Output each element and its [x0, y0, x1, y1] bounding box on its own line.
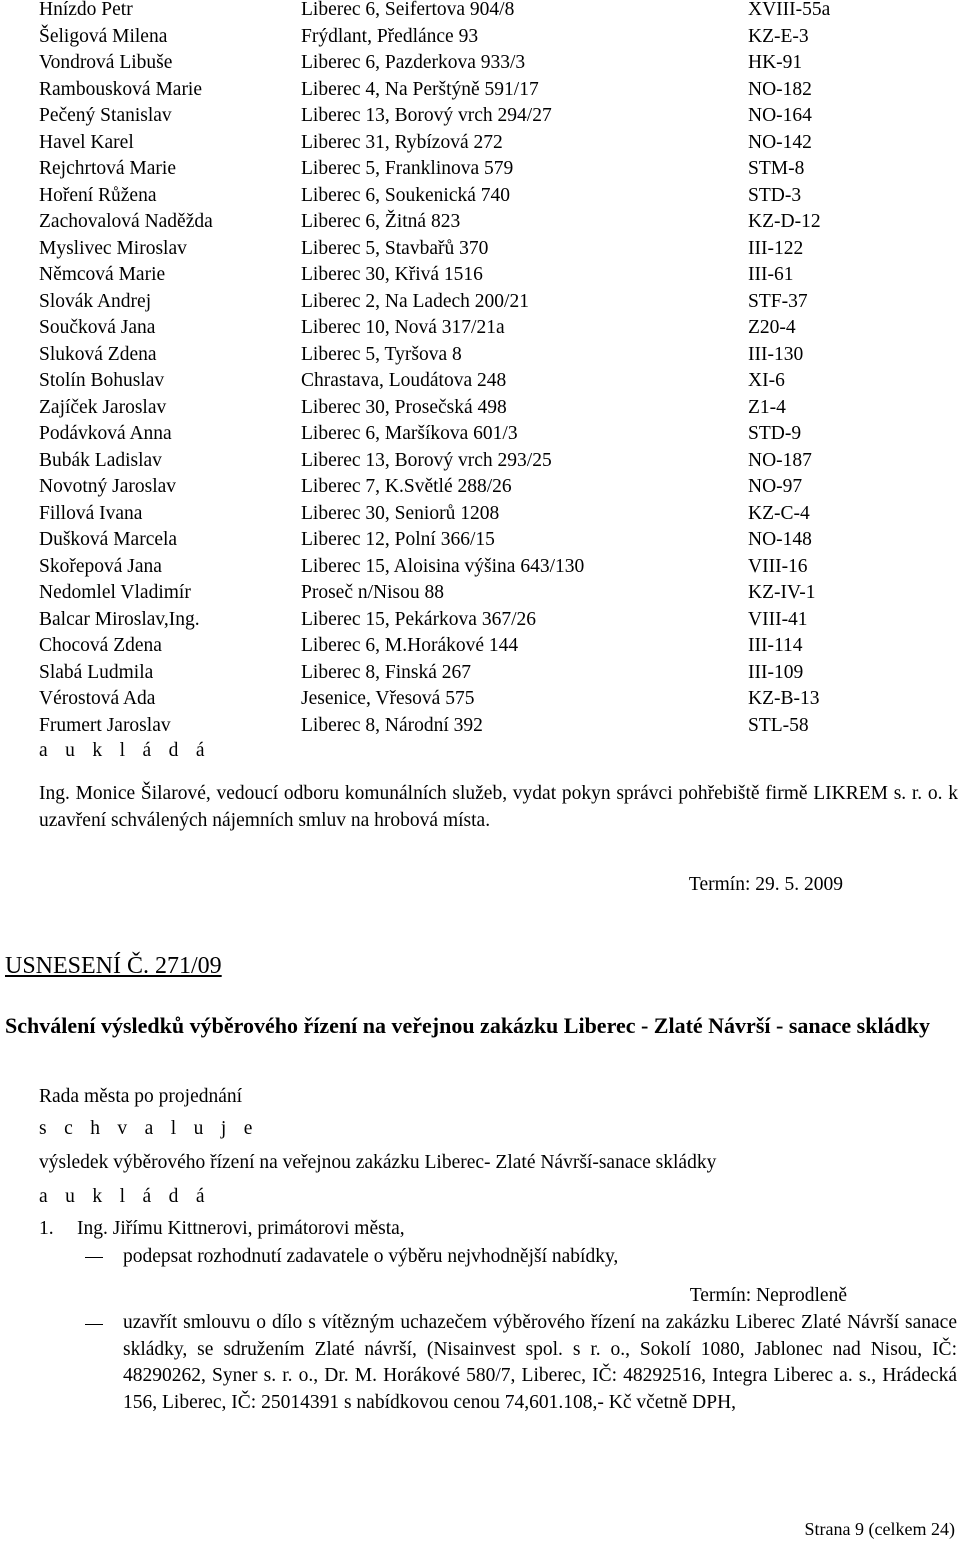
- grave-code: NO-148: [748, 529, 812, 550]
- lessee-name: Dušková Marcela: [39, 529, 178, 550]
- grave-code: NO-182: [748, 78, 812, 100]
- table-row: [39, 448, 939, 475]
- lessee-name: Frumert Jaroslav: [39, 714, 171, 736]
- dash-bullet: [85, 1324, 103, 1325]
- lessee-name: Vérostová Ada: [39, 688, 156, 709]
- item-number: 1.: [39, 1218, 54, 1239]
- grave-code: KZ-D-12: [748, 211, 821, 232]
- lessee-address: Liberec 30, Křivá 1516: [301, 264, 483, 285]
- lessee-name: Zajíček Jaroslav: [39, 396, 167, 418]
- table-row: [39, 24, 939, 51]
- table-row: [39, 183, 939, 210]
- lessee-name: Rejchrtová Marie: [39, 158, 176, 179]
- grave-code: III-122: [748, 237, 804, 259]
- lessee-name: Zachovalová Naděžda: [39, 211, 213, 232]
- lessee-address: Liberec 8, Národní 392: [301, 714, 483, 736]
- lessee-address: Liberec 8, Finská 267: [301, 661, 472, 683]
- grave-code: III-130: [748, 343, 804, 365]
- lessee-address: Chrastava, Loudátova 248: [301, 370, 507, 391]
- table-row: [39, 554, 939, 581]
- grave-code: III-114: [748, 635, 803, 656]
- grave-code: NO-142: [748, 131, 812, 153]
- table-row: [39, 527, 939, 554]
- lessee-name: Balcar Miroslav,Ing.: [39, 608, 200, 630]
- grave-code: Z1-4: [748, 396, 786, 418]
- lessee-name: Sluková Zdena: [39, 343, 157, 365]
- lessee-name: Pečený Stanislav: [39, 105, 172, 126]
- lessee-address: Liberec 15, Aloisina výšina 643/130: [301, 555, 585, 577]
- grave-code: HK-91: [748, 52, 803, 73]
- grave-code: KZ-B-13: [748, 688, 820, 709]
- table-row: [39, 77, 939, 104]
- lessee-name: Stolín Bohuslav: [39, 370, 165, 391]
- table-row: [39, 713, 939, 740]
- table-row: [39, 686, 939, 713]
- resolution-intro: Rada města po projednání: [39, 1086, 243, 1107]
- lessee-address: Liberec 6, M.Horákové 144: [301, 635, 519, 656]
- grave-code: XVIII-55a: [748, 0, 831, 20]
- lessee-name: Hnízdo Petr: [39, 0, 133, 20]
- table-row: [39, 474, 939, 501]
- grave-code: STF-37: [748, 290, 808, 312]
- ukada-label: a u k l á d á: [39, 740, 211, 761]
- grave-code: XI-6: [748, 370, 785, 391]
- lessee-address: Liberec 30, Prosečská 498: [301, 396, 507, 418]
- table-row: [39, 660, 939, 687]
- lessee-name: Nedomlel Vladimír: [39, 582, 191, 603]
- grave-code: VIII-16: [748, 555, 808, 577]
- lessee-name: Němcová Marie: [39, 264, 166, 285]
- grave-code: VIII-41: [748, 608, 808, 630]
- deadline-2: Termín: Neprodleně: [689, 1285, 847, 1306]
- grave-code: KZ-IV-1: [748, 582, 816, 603]
- grave-code: NO-164: [748, 105, 812, 126]
- lessee-name: Šeligová Milena: [39, 25, 168, 47]
- lessee-address: Liberec 5, Stavbařů 370: [301, 237, 489, 259]
- table-row: [39, 368, 939, 395]
- grave-code: STM-8: [748, 158, 805, 179]
- lessee-name: Fillová Ivana: [39, 502, 143, 524]
- lessee-name: Hoření Růžena: [39, 184, 157, 206]
- lessee-address: Liberec 6, Pazderkova 933/3: [301, 52, 526, 73]
- lessee-address: Liberec 30, Seniorů 1208: [301, 502, 500, 524]
- table-row: [39, 103, 939, 130]
- lessee-address: Liberec 15, Pekárkova 367/26: [301, 608, 537, 630]
- lessee-address: Liberec 6, Maršíkova 601/3: [301, 423, 518, 444]
- grave-code: KZ-E-3: [748, 25, 809, 47]
- table-row: [39, 580, 939, 607]
- table-row: [39, 236, 939, 263]
- lessee-name: Podávková Anna: [39, 423, 172, 444]
- table-row: [39, 315, 939, 342]
- table-row: [39, 633, 939, 660]
- lessee-name: Novotný Jaroslav: [39, 476, 177, 497]
- table-row: [39, 209, 939, 236]
- bullet-1-text: podepsat rozhodnutí zadavatele o výběru nejvhodnější nabídky,: [123, 1246, 619, 1267]
- table-row: [39, 342, 939, 369]
- table-row: [39, 262, 939, 289]
- grave-code: STL-58: [748, 714, 809, 736]
- lessee-address: Liberec 6, Seifertova 904/8: [301, 0, 515, 20]
- table-row: [39, 156, 939, 183]
- lessee-address: Liberec 12, Polní 366/15: [301, 529, 495, 550]
- lessee-name: Skořepová Jana: [39, 555, 162, 577]
- lessee-address: Jesenice, Vřesová 575: [301, 688, 475, 709]
- lessee-address: Liberec 2, Na Ladech 200/21: [301, 290, 529, 312]
- table-row: [39, 50, 939, 77]
- page-footer: Strana 9 (celkem 24): [804, 1519, 955, 1539]
- grave-code: STD-3: [748, 184, 802, 206]
- lessee-address: Liberec 4, Na Perštýně 591/17: [301, 78, 539, 100]
- lessee-address: Liberec 6, Žitná 823: [301, 211, 461, 232]
- lessee-name: Vondrová Libuše: [39, 52, 173, 73]
- grave-code: Z20-4: [748, 317, 796, 338]
- grave-code: III-109: [748, 661, 804, 683]
- table-row: [39, 501, 939, 528]
- grave-code: KZ-C-4: [748, 502, 810, 524]
- resolution-title: Schválení výsledků výběrového řízení na veřejnou zakázku Liberec - Zlaté Návrší - sanace skládky: [5, 1013, 931, 1038]
- lessee-name: Bubák Ladislav: [39, 449, 162, 471]
- ukada-label-2: a u k l á d á: [39, 1186, 211, 1207]
- grave-code: STD-9: [748, 423, 802, 444]
- item-text: Ing. Jiřímu Kittnerovi, primátorovi města,: [77, 1218, 405, 1239]
- resolution-number: USNESENÍ Č. 271/09: [5, 953, 222, 979]
- grave-code: III-61: [748, 264, 794, 285]
- lessee-name: Myslivec Miroslav: [39, 237, 187, 259]
- lessee-name: Slabá Ludmila: [39, 661, 154, 683]
- table-row: [39, 607, 939, 634]
- instruction-paragraph: Ing. Monice Šilarové, vedoucí odboru komunálních služeb, vydat pokyn správci pohřebiště firmě LIKREM s. r. o. k uzavření schválených nájemních smluv na hrobová místa.: [39, 783, 958, 831]
- lessee-name: Součková Jana: [39, 317, 156, 338]
- lessee-name: Rambousková Marie: [39, 78, 203, 100]
- table-row: [39, 0, 939, 24]
- lessee-name: Havel Karel: [39, 131, 134, 153]
- table-row: [39, 395, 939, 422]
- lessee-address: Liberec 31, Rybízová 272: [301, 131, 503, 153]
- table-row: [39, 421, 939, 448]
- lessee-address: Liberec 13, Borový vrch 293/25: [301, 449, 552, 471]
- resolution-result: výsledek výběrového řízení na veřejnou zakázku Liberec- Zlaté Návrší-sanace skládky: [39, 1152, 717, 1173]
- table-row: [39, 130, 939, 157]
- schvaluje-label: s c h v a l u j e: [39, 1118, 259, 1139]
- lessee-name: Slovák Andrej: [39, 290, 152, 312]
- lessee-address: Proseč n/Nisou 88: [301, 582, 444, 603]
- lessee-address: Frýdlant, Předlánce 93: [301, 25, 479, 47]
- lessee-address: Liberec 5, Tyršova 8: [301, 343, 462, 365]
- lessee-address: Liberec 7, K.Světlé 288/26: [301, 476, 512, 497]
- grave-code: NO-187: [748, 449, 812, 471]
- lessee-address: Liberec 6, Soukenická 740: [301, 184, 511, 206]
- lessee-address: Liberec 13, Borový vrch 294/27: [301, 105, 552, 126]
- bullet-2-text: uzavřít smlouvu o dílo s vítězným uchazečem výběrového řízení na zakázku Liberec Zlaté Návrší sanace skládky, se sdružením Zlaté návrší, (Nisainvest spol. s r. o., Sokolí 1080, Jablonec nad Nisou, IČ: 48290262, Syner s. r. o., Dr. M. Horákové 580/7, Liberec, IČ: 48292516, Integra Liberec a. s., Hrádecká 156, Liberec, IČ: 25014391 s nabídkovou cenou 74,601.108,- Kč včetně DPH,: [123, 1312, 957, 1413]
- table-row: [39, 289, 939, 316]
- lessee-address: Liberec 10, Nová 317/21a: [301, 317, 505, 338]
- deadline-1: Termín: 29. 5. 2009: [688, 874, 843, 895]
- lessee-name: Chocová Zdena: [39, 635, 162, 656]
- lessee-address: Liberec 5, Franklinova 579: [301, 158, 514, 179]
- dash-bullet: [85, 1257, 103, 1258]
- grave-lease-table: [39, 0, 939, 739]
- grave-code: NO-97: [748, 476, 803, 497]
